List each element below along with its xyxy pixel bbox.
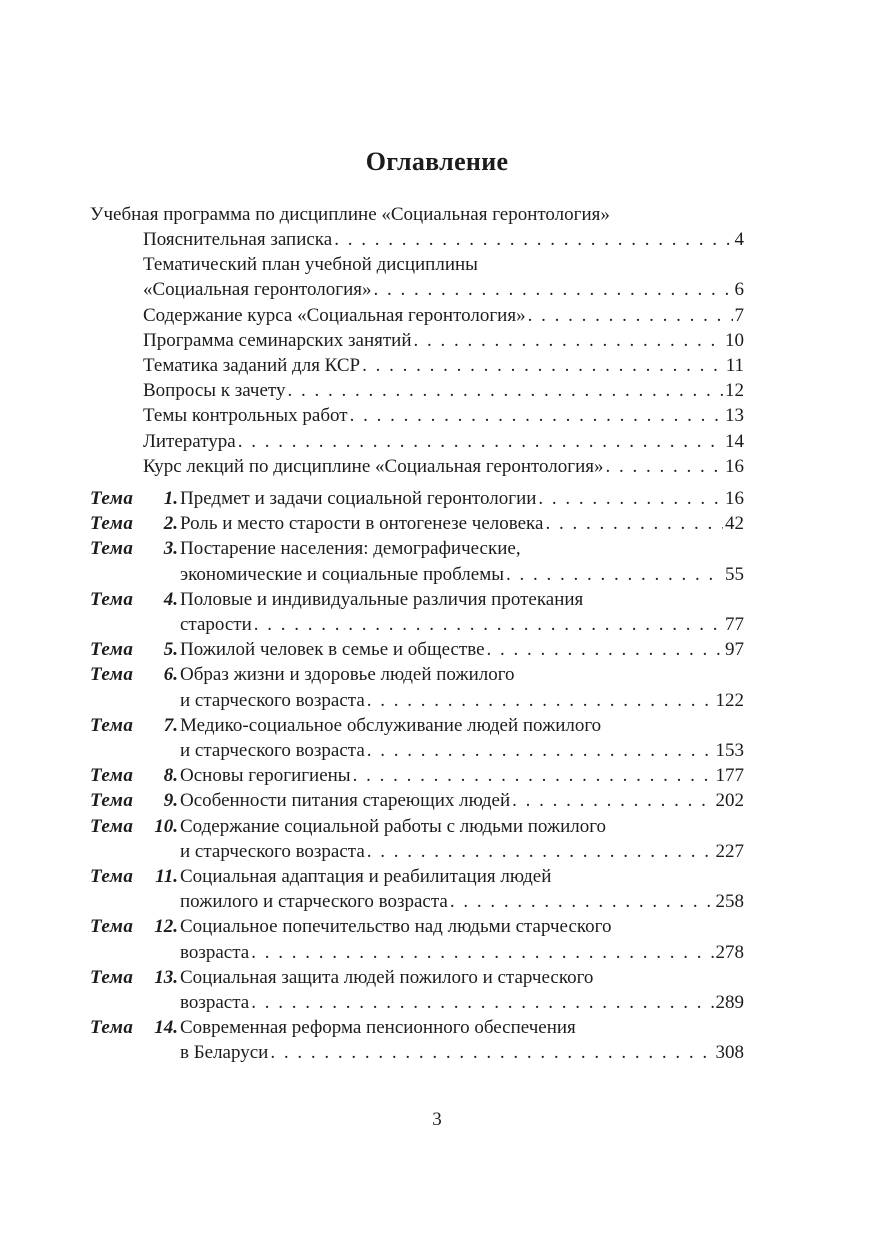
topic-word: Тема <box>90 714 134 736</box>
entry-text <box>90 429 744 454</box>
dot-leader <box>362 353 724 378</box>
entry-line: Половые и индивидуальные различия протекания <box>180 588 584 610</box>
dot-leader <box>414 328 723 353</box>
dot-leader <box>528 303 733 328</box>
page-ref: 308 <box>715 1042 744 1064</box>
topic-number: 2. <box>163 513 178 535</box>
topic-number: 10. <box>154 815 178 837</box>
topic-label <box>90 486 180 511</box>
entry-line: Литература <box>143 430 236 452</box>
entry-line: Курс лекций по дисциплине «Социальная геронтология» <box>143 455 604 477</box>
entry-last-line <box>180 763 744 788</box>
dot-leader <box>270 1040 713 1065</box>
entry-line: Тематический план учебной дисциплины <box>143 254 478 276</box>
entry-text <box>180 486 744 511</box>
entry-line: Пожилой человек в семье и обществе <box>180 639 485 661</box>
entry-text <box>180 662 744 712</box>
toc-topic-entry <box>90 713 744 763</box>
page-ref: 7 <box>734 304 744 326</box>
entry-line: Образ жизни и здоровье людей пожилого <box>180 664 515 686</box>
dot-leader <box>538 486 723 511</box>
entry-text <box>90 227 744 252</box>
entry-last-line <box>143 378 744 403</box>
topic-number: 13. <box>154 966 178 988</box>
topic-number: 7. <box>163 714 178 736</box>
topic-number: 4. <box>163 588 178 610</box>
topic-word: Тема <box>90 865 134 887</box>
entry-line: пожилого и старческого возраста <box>180 891 448 913</box>
topic-word: Тема <box>90 664 134 686</box>
entry-last-line <box>143 328 744 353</box>
entry-line: Медико-социальное обслуживание людей пожилого <box>180 714 602 736</box>
entry-last-line <box>180 511 744 536</box>
toc-topic-entry <box>90 914 744 964</box>
topic-word: Тема <box>90 513 134 535</box>
topic-number: 11. <box>155 865 178 887</box>
topic-number: 6. <box>163 664 178 686</box>
entry-last-line <box>180 940 744 965</box>
entry-text <box>180 763 744 788</box>
page-ref: 13 <box>725 405 744 427</box>
entry-text <box>180 1015 744 1065</box>
entry-text <box>180 511 744 536</box>
dot-leader <box>251 990 713 1015</box>
page-title: Оглавление <box>365 147 509 176</box>
topic-label <box>90 864 180 889</box>
topic-word: Тема <box>90 488 134 510</box>
page-number: 3 <box>432 1109 442 1130</box>
entry-last-line <box>180 738 744 763</box>
page-ref: 55 <box>725 563 744 585</box>
entry-line: Тематика заданий для КСР <box>143 355 361 376</box>
page-ref: 42 <box>725 513 744 535</box>
toc-topic-entry <box>90 662 744 712</box>
page-ref: 153 <box>715 739 744 761</box>
entry-text <box>180 637 744 662</box>
page-ref: 14 <box>725 430 744 452</box>
entry-line: Программа семинарских занятий <box>143 329 412 351</box>
dot-leader <box>373 277 732 302</box>
entry-text <box>180 965 744 1015</box>
page-ref: 11 <box>725 355 744 376</box>
topic-word: Тема <box>90 790 134 812</box>
entry-line: Социальное попечительство над людьми старческого <box>180 916 612 938</box>
entry-last-line <box>180 612 744 637</box>
dot-leader <box>367 688 714 713</box>
dot-leader <box>367 839 714 864</box>
entry-line: и старческого возраста <box>180 840 365 862</box>
topic-word: Тема <box>90 966 134 988</box>
topic-label <box>90 662 180 687</box>
topic-number: 3. <box>163 538 178 560</box>
entry-last-line <box>143 303 744 328</box>
entry-text <box>180 713 744 763</box>
toc-topic-entry <box>90 536 744 586</box>
entry-text <box>180 788 744 813</box>
page-ref: 12 <box>725 380 744 402</box>
toc-topic-entry <box>90 814 744 864</box>
entry-last-line <box>180 486 744 511</box>
page-ref: 122 <box>715 689 744 711</box>
entry-last-line <box>180 889 744 914</box>
toc-program-entry <box>90 303 744 328</box>
dot-leader <box>512 788 713 813</box>
entry-line: возраста <box>180 991 250 1013</box>
entry-line: Особенности питания стареющих людей <box>180 790 511 812</box>
entry-text <box>90 353 744 378</box>
page-ref: 6 <box>734 279 744 301</box>
page-ref: 16 <box>725 488 744 510</box>
entry-text <box>180 587 744 637</box>
entry-text <box>180 914 744 964</box>
topic-label <box>90 713 180 738</box>
entry-text <box>90 454 744 479</box>
toc-topic-entry <box>90 864 744 914</box>
entry-line: экономические и социальные проблемы <box>180 563 505 585</box>
topic-label <box>90 965 180 990</box>
page-ref: 289 <box>715 991 744 1013</box>
page-ref: 10 <box>725 329 744 351</box>
entry-last-line <box>143 429 744 454</box>
entry-last-line <box>180 990 744 1015</box>
entry-text <box>90 303 744 328</box>
topic-number: 1. <box>163 488 178 510</box>
entry-line: Основы герогигиены <box>180 765 351 787</box>
page-ref: 227 <box>715 840 744 862</box>
entry-line: Современная реформа пенсионного обеспечения <box>180 1017 576 1039</box>
table-of-contents <box>90 227 744 1066</box>
toc-topic-entry <box>90 1015 744 1065</box>
entry-line: Социальная защита людей пожилого и старческого <box>180 966 594 988</box>
entry-text <box>90 403 744 428</box>
dot-leader <box>353 763 714 788</box>
entry-text <box>90 328 744 353</box>
topic-label <box>90 536 180 561</box>
entry-line: и старческого возраста <box>180 739 365 761</box>
entry-text <box>180 864 744 914</box>
entry-last-line <box>143 227 744 252</box>
entry-line: в Беларуси <box>180 1042 269 1064</box>
toc-program-entry <box>90 378 744 403</box>
dot-leader <box>487 637 723 662</box>
page-ref: 97 <box>725 639 744 661</box>
toc-topic-entry <box>90 763 744 788</box>
toc-topic-entry <box>90 587 744 637</box>
entry-last-line <box>180 839 744 864</box>
toc-program-entry <box>90 454 744 479</box>
entry-text <box>90 378 744 403</box>
toc-program-entry <box>90 403 744 428</box>
topic-number: 8. <box>163 765 178 787</box>
entry-text <box>90 252 744 302</box>
entry-last-line <box>143 277 744 302</box>
topic-number: 12. <box>154 916 178 938</box>
topic-label <box>90 788 180 813</box>
dot-leader <box>334 227 732 252</box>
dot-leader <box>450 889 714 914</box>
entry-line: Вопросы к зачету <box>143 380 286 402</box>
dot-leader <box>606 454 724 479</box>
topic-label <box>90 763 180 788</box>
toc-topic-entry <box>90 486 744 511</box>
toc-program-entry <box>90 328 744 353</box>
entry-last-line <box>180 788 744 813</box>
dot-leader <box>251 940 713 965</box>
entry-last-line <box>143 454 744 479</box>
entry-line: Постарение населения: демографические, <box>180 538 521 560</box>
topic-label <box>90 1015 180 1040</box>
topic-word: Тема <box>90 538 134 560</box>
entry-line: Содержание курса «Социальная геронтология» <box>143 304 526 326</box>
topic-label <box>90 814 180 839</box>
toc-program-entry <box>90 252 744 302</box>
topic-number: 5. <box>163 639 178 661</box>
entry-line: Темы контрольных работ <box>143 405 348 427</box>
topic-label <box>90 637 180 662</box>
dot-leader <box>238 429 723 454</box>
page-ref: 258 <box>715 891 744 913</box>
entry-last-line <box>180 688 744 713</box>
entry-last-line <box>180 637 744 662</box>
toc-topic-entry <box>90 637 744 662</box>
page-ref: 177 <box>715 765 744 787</box>
toc-topic-entry <box>90 511 744 536</box>
topic-word: Тема <box>90 815 134 837</box>
page-ref: 4 <box>734 229 744 250</box>
topic-label <box>90 914 180 939</box>
page-ref: 77 <box>725 614 744 635</box>
entry-line: и старческого возраста <box>180 689 365 711</box>
topic-word: Тема <box>90 639 134 661</box>
dot-leader <box>350 403 723 428</box>
entry-text <box>180 536 744 586</box>
program-heading: Учебная программа по дисциплине «Социальная геронтология» <box>90 204 610 225</box>
topic-number: 9. <box>163 790 178 812</box>
dot-leader <box>254 612 723 637</box>
toc-topic-entry <box>90 965 744 1015</box>
topic-word: Тема <box>90 916 134 938</box>
dot-leader <box>367 738 714 763</box>
entry-line: возраста <box>180 941 250 963</box>
topic-label <box>90 587 180 612</box>
entry-line: «Социальная геронтология» <box>143 279 372 301</box>
entry-line: Предмет и задачи социальной геронтологии <box>180 488 537 510</box>
toc-program-entry <box>90 227 744 252</box>
entry-last-line <box>143 353 744 378</box>
entry-last-line <box>143 403 744 428</box>
entry-line: Содержание социальной работы с людьми пожилого <box>180 815 607 837</box>
topic-label <box>90 511 180 536</box>
dot-leader <box>545 511 723 536</box>
entry-line: старости <box>180 614 252 635</box>
entry-line: Пояснительная записка <box>143 229 333 250</box>
toc-program-entry <box>90 353 744 378</box>
entry-last-line <box>180 1040 744 1065</box>
entry-line: Социальная адаптация и реабилитация людей <box>180 865 552 887</box>
dot-leader <box>287 378 723 403</box>
dot-leader <box>506 562 723 587</box>
entry-last-line <box>180 562 744 587</box>
entry-text <box>180 814 744 864</box>
page-ref: 16 <box>725 455 744 477</box>
topic-word: Тема <box>90 765 134 787</box>
toc-program-entry <box>90 429 744 454</box>
page-ref: 278 <box>715 941 744 963</box>
topic-word: Тема <box>90 588 134 610</box>
entry-line: Роль и место старости в онтогенезе человека <box>180 513 544 535</box>
topic-word: Тема <box>90 1017 134 1039</box>
topic-number: 14. <box>154 1017 178 1039</box>
page-ref: 202 <box>715 790 744 812</box>
toc-topic-entry <box>90 788 744 813</box>
